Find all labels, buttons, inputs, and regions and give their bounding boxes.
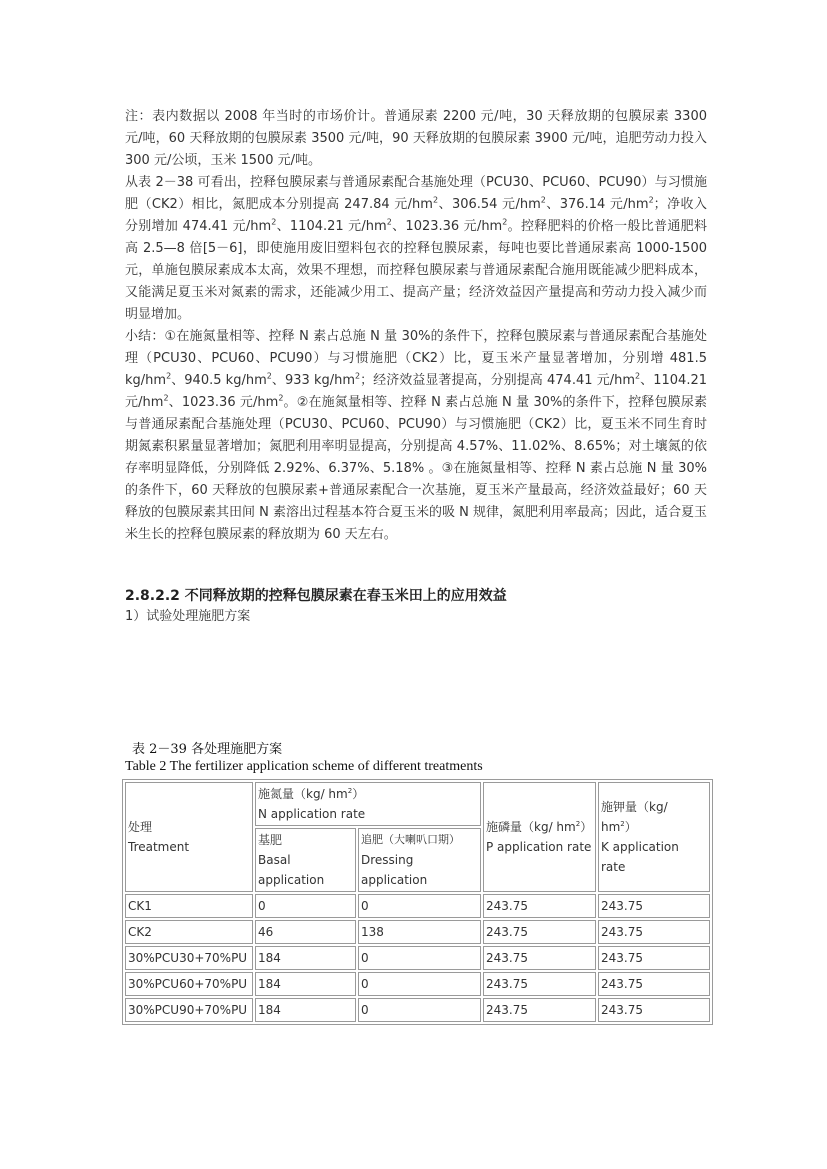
summary-text: 、1104.21 元/hm: [125, 373, 707, 410]
summary-text: 小结：①在施氮量相等、控释 N 素占总施 N 量 30%的条件下，控释包膜尿素与普通尿素配合基施处理（PCU30、PCU60、PCU90）与习惯施肥（CK2）比，夏玉米产量显著增加，分别增 481.5 kg/hm: [125, 329, 707, 388]
superscript: 2: [635, 371, 641, 381]
table-cell-p: 243.75: [483, 946, 596, 970]
section-heading: 2.8.2.2 不同释放期的控释包膜尿素在春玉米田上的应用效益: [125, 588, 507, 604]
note-paragraph: 注：表内数据以 2008 年当时的市场价计。普通尿素 2200 元/吨，30 天释放期的包膜尿素 3300 元/吨，60 天释放期的包膜尿素 3500 元/吨，90 天释放期的包膜尿素 3900 元/吨，追肥劳动力投入 300 元/公顷，玉米 1500 元/吨。: [125, 109, 707, 168]
section-subheading: 1）试验处理施肥方案: [125, 609, 251, 624]
header-dressing-cn: 追肥（大喇叭口期）: [361, 833, 460, 846]
superscript: 2: [540, 195, 546, 205]
table-row: [125, 894, 710, 918]
table-cell-p: 243.75: [483, 920, 596, 944]
table-caption-cn: 表 2－39 各处理施肥方案: [132, 742, 283, 757]
header-k-rate: [598, 782, 710, 892]
header-n-rate: [255, 782, 481, 826]
superscript: 2: [648, 195, 654, 205]
table-cell-basal: 0: [255, 894, 356, 918]
superscript: 2: [166, 371, 172, 381]
header-treatment-en: Treatment: [128, 840, 190, 854]
superscript: 2: [432, 195, 439, 205]
header-p-rate: [483, 782, 596, 892]
table-cell-p: 243.75: [483, 894, 596, 918]
header-treatment: [125, 782, 253, 892]
table-row: [125, 946, 710, 970]
superscript: 2: [278, 393, 284, 403]
table-cell-basal: 184: [255, 972, 356, 996]
summary-paragraph: [125, 326, 707, 546]
header-dressing: [358, 828, 481, 892]
table-cell-basal: 46: [255, 920, 356, 944]
table-cell-basal: 184: [255, 998, 356, 1022]
header-n-en: N application rate: [258, 807, 366, 821]
header-dressing-en: Dressing application: [361, 853, 428, 887]
table-header-row: [125, 782, 710, 826]
header-basal: [255, 828, 356, 892]
summary-text: 、933 kg/hm: [271, 373, 356, 388]
table-cell-dressing: 0: [358, 972, 481, 996]
superscript: 2: [386, 217, 392, 227]
table-cell-k: 243.75: [598, 946, 710, 970]
table-row: [125, 998, 710, 1022]
table-cell-treatment: CK1: [125, 894, 253, 918]
table-cell-k: 243.75: [598, 894, 710, 918]
table-body: [125, 894, 710, 1022]
analysis-text: 、306.54 元/hm: [438, 197, 541, 212]
table-cell-k: 243.75: [598, 972, 710, 996]
analysis-text: 。控释肥料的价格一般比普通肥料高 2.5—8 倍[5－6]，即使施用废旧塑料包衣的控释包膜尿素，每吨也要比普通尿素高 1000-1500 元，单施包膜尿素成本太高，效果不理想，而控释包膜尿素与普通尿素配合施用既能减少肥料成本，又能满足夏玉米对氮素的需求，还能减少用工、提高产量；经济效益因产量提高和劳动力投入减少而明显增加。: [125, 219, 707, 322]
superscript: 2: [355, 371, 361, 381]
superscript: 2: [271, 217, 277, 227]
table-cell-treatment: CK2: [125, 920, 253, 944]
header-p-cn: 施磷量（kg/ $hm^2$）: [486, 820, 593, 834]
superscript: 2: [502, 217, 508, 227]
table-cell-k: 243.75: [598, 920, 710, 944]
header-k-en: K application rate: [601, 840, 679, 874]
summary-text: ；经济效益显著提高，分别提高 474.41 元/hm: [360, 373, 636, 388]
table-cell-dressing: 0: [358, 998, 481, 1022]
table-cell-dressing: 138: [358, 920, 481, 944]
fertilizer-scheme-table: [122, 779, 713, 1025]
table-cell-treatment: 30%PCU90+70%PU: [125, 998, 253, 1022]
header-n-cn: 施氮量（kg/ $hm^2$）: [258, 787, 365, 801]
table-cell-p: 243.75: [483, 972, 596, 996]
header-basal-cn: 基肥: [258, 833, 283, 847]
analysis-paragraph: [125, 172, 707, 326]
analysis-text: 、1104.21 元/hm: [276, 219, 387, 234]
summary-text: 、1023.36 元/hm: [168, 395, 279, 410]
analysis-text: 、376.14 元/hm: [545, 197, 649, 212]
table-cell-k: 243.75: [598, 998, 710, 1022]
summary-text: 、940.5 kg/hm: [171, 373, 267, 388]
table-row: [125, 972, 710, 996]
superscript: 2: [266, 371, 272, 381]
header-basal-en: Basal application: [258, 853, 325, 887]
superscript: 2: [163, 393, 169, 403]
table-cell-treatment: 30%PCU60+70%PU: [125, 972, 253, 996]
analysis-text: 从表 2－38 可看出，控释包膜尿素与普通尿素配合基施处理（PCU30、PCU60、PCU90）与习惯施肥（CK2）相比，氮肥成本分别提高 247.84 元/hm: [125, 175, 707, 212]
summary-text: 。②在施氮量相等、控释 N 素占总施 N 量 30%的条件下，控释包膜尿素与普通尿素配合基施处理（PCU30、PCU60、PCU90）与习惯施肥（CK2）比，夏玉米不同生育时期氮素积累量显著增加；氮肥利用率明显提高，分别提高 4.57%、11.02%、8.65%；对土壤氮的依存率明显降低，分别降低 2.92%、6.37%、5.18% 。③在施氮量相等、控释 N 素占总施 N 量 30%的条件下，60 天释放的包膜尿素+普通尿素配合一次基施，夏玉米产量最高，经济效益最好；60 天释放的包膜尿素其田间 N 素溶出过程基本符合夏玉米的吸 N 规律，氮肥利用率最高；因此，适合夏玉米生长的控释包膜尿素的释放期为 60 天左右。: [125, 395, 707, 542]
header-p-en: P application rate: [486, 840, 592, 854]
table-row: [125, 920, 710, 944]
header-treatment-cn: 处理: [128, 820, 153, 834]
table-cell-dressing: 0: [358, 894, 481, 918]
table-cell-basal: 184: [255, 946, 356, 970]
table-cell-treatment: 30%PCU30+70%PU: [125, 946, 253, 970]
table-cell-dressing: 0: [358, 946, 481, 970]
table-cell-p: 243.75: [483, 998, 596, 1022]
header-k-cn: 施钾量（kg/ $hm^2$）: [601, 800, 668, 834]
table-caption-en: Table 2 The fertilizer application scheme of different treatments: [125, 759, 483, 774]
analysis-text: ；净收入分别增加 474.41 元/hm: [125, 197, 707, 234]
analysis-text: 、1023.36 元/hm: [391, 219, 503, 234]
